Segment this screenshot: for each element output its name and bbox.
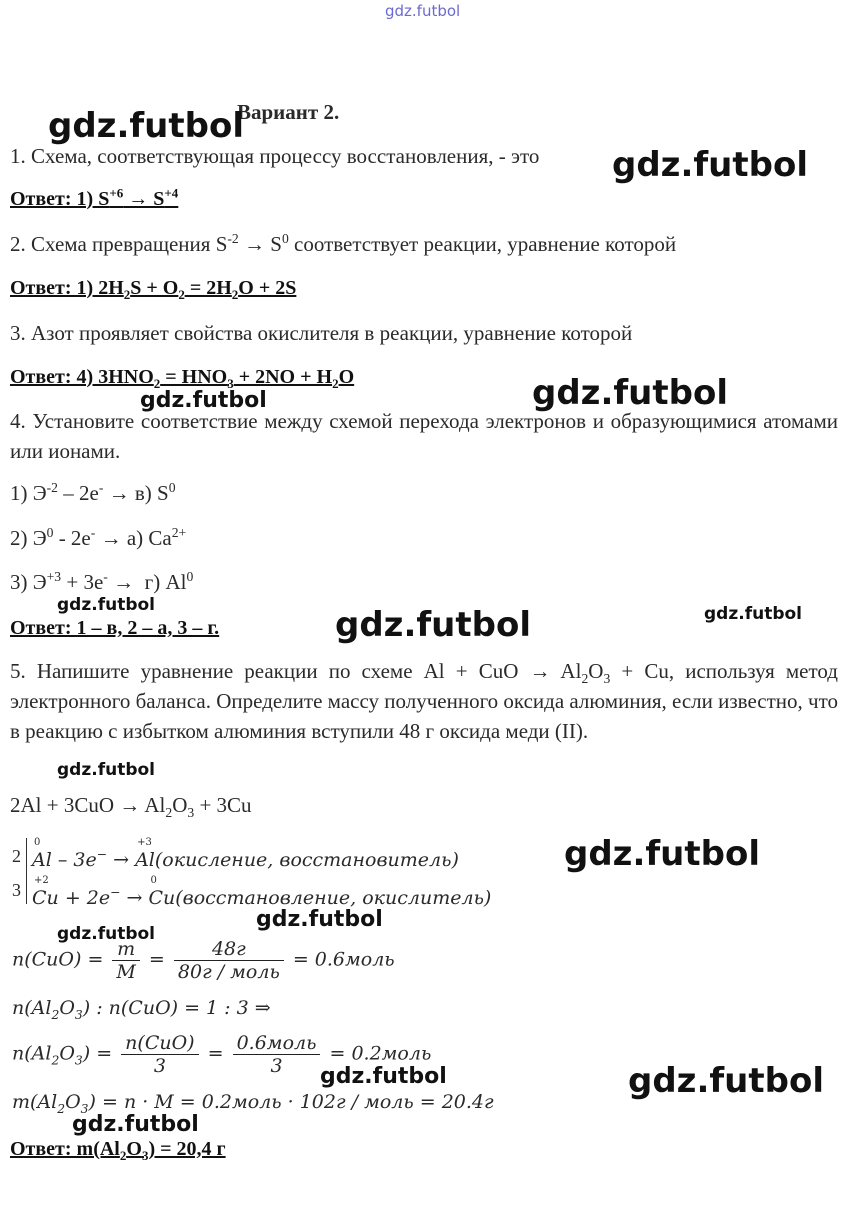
watermark: gdz.futbol (335, 605, 531, 645)
balance-2-note: (восстановление, окислитель) (175, 887, 492, 909)
watermark: gdz.futbol (57, 595, 155, 615)
q4-item-2: 2) $Э^0 - 2e^- \to а$) $Ca^{2+}$ (10, 525, 187, 550)
balance-1-note: (окисление, восстановитель) (154, 849, 459, 871)
calc-n-cuo: n(CuO) = $\frac{m}{M}$ = $\frac{48г}{\text{80г / моль}}$ = 0.6моль (12, 938, 395, 983)
top-watermark: gdz.futbol (385, 2, 461, 20)
watermark: gdz.futbol (564, 834, 760, 874)
answer-4: Ответ: 1 – в, 2 – а, 3 – г. (10, 617, 220, 639)
watermark: gdz.futbol (320, 1064, 447, 1089)
calc-n-al2o3: $n(Al_2O_3)$ = $\frac{\text{n(CuO)}}{3}$ = $\frac{\text{0.6моль}}{3}$ = 0.2моль (12, 1032, 432, 1077)
page-title: Вариант 2. (237, 100, 340, 124)
watermark: gdz.futbol (140, 388, 267, 413)
answer-5: Ответ: $m(Al_2O_3) = 20,4$ г (10, 1138, 226, 1163)
balance-bracket (26, 838, 27, 904)
balance-line-2: Cu +2 + 2e− → Cu 0 (восстановление, окислитель) (32, 875, 492, 909)
question-5: 5. Напишите уравнение реакции по схеме Al + CuO → $Al_2O_3 + Cu$, используя метод электронного баланса. Определите массу полученного оксида алюминия, если известно, что в реакцию с избытком алюминия вступили 48 г оксида меди (II). (10, 659, 838, 743)
watermark: gdz.futbol (612, 145, 808, 185)
balance-line-1: Al 0 – 3e− → Al +3 (окисление, восстановитель) (32, 837, 459, 871)
watermark: gdz.futbol (48, 106, 244, 146)
q4-item-1: 1) $Э^{-2} - 2e^- \to в$) $S^0$ (10, 480, 176, 505)
question-3: 3. Азот проявляет свойства окислителя в реакции, уравнение которой (10, 321, 633, 345)
question-2-prefix: 2. Схема превращения (10, 232, 216, 256)
calc-ratio: $n(Al_2O_3)$ : n(CuO) = 1 : 3 ⇒ (12, 997, 271, 1022)
q4-item-3: 3) $Э^{+3} + 3e^- \to г$) Al$^0$ (10, 569, 194, 594)
watermark: gdz.futbol (532, 373, 728, 413)
watermark: gdz.futbol (57, 924, 155, 944)
balance-coef-3: 3 (12, 880, 21, 900)
q5-equation: $2Al + 3CuO \to Al_2O_3 + 3Cu$ (10, 793, 252, 821)
question-2: 2. Схема превращения $S^{-2} \to S^0$ соответствует реакции, уравнение которой (10, 231, 677, 256)
answer-1: Ответ: 1) $S^{+6} \to S^{+4}$ (10, 185, 179, 210)
question-2-suffix: соответствует реакции, уравнение которой (288, 232, 677, 256)
watermark: gdz.futbol (57, 760, 155, 780)
question-4: 4. Установите соответствие между схемой перехода электронов и образующимися атомами или ионами. (10, 409, 838, 463)
calc-mass: $m(Al_2O_3) = n \cdot M$ = 0.2моль · 102г / моль = 20.4г (12, 1091, 494, 1116)
watermark: gdz.futbol (256, 907, 383, 932)
watermark: gdz.futbol (72, 1112, 199, 1137)
question-1: 1. Схема, соответствующая процессу восстановления, - это (10, 144, 540, 168)
balance-coef-2: 2 (12, 846, 21, 866)
answer-2: Ответ: 1) $2H_2S + O_2 = 2H_2O + 2S$ (10, 277, 297, 302)
answer-3: Ответ: 4) $3HNO_2 = HNO_3 + 2NO + H_2O$ (10, 366, 355, 391)
watermark: gdz.futbol (628, 1061, 824, 1101)
watermark: gdz.futbol (704, 604, 802, 624)
